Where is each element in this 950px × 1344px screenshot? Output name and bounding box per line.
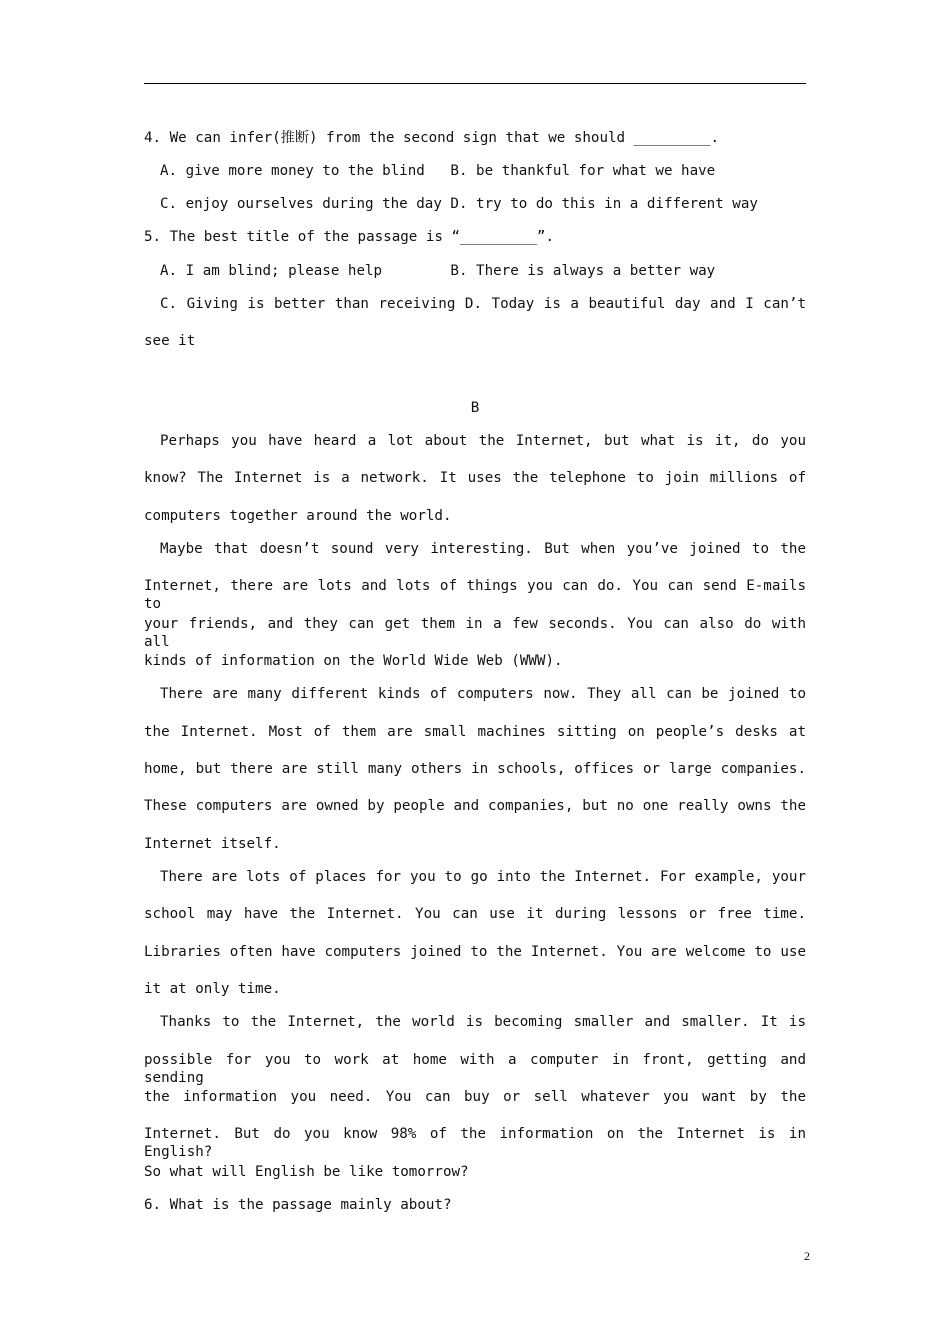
passage-line: your friends, and they can get them in a few seconds. You can also do with all [144, 616, 806, 650]
passage-line: Internet, there are lots and lots of things you can do. You can send E-mails to [144, 578, 806, 612]
passage-line: Internet itself. [144, 836, 281, 852]
page-number: 2 [804, 1249, 810, 1263]
passage-line: These computers are owned by people and companies, but no one really owns the [144, 798, 806, 814]
passage-line: the Internet. Most of them are small machines sitting on people’s desks at [144, 724, 806, 740]
question-5-options-row2: C. Giving is better than receiving D. Today is a beautiful day and I can’t [160, 296, 806, 312]
passage-line: There are many different kinds of computers now. They all can be joined to [160, 686, 806, 702]
section-b-heading: B [470, 400, 480, 416]
question-4-options-row1: A. give more money to the blind B. be thankful for what we have [160, 163, 716, 179]
question-4-options-row2: C. enjoy ourselves during the day D. try to do this in a different way [160, 196, 758, 212]
passage-line: home, but there are still many others in schools, offices or large companies. [144, 761, 806, 777]
passage-line: There are lots of places for you to go into the Internet. For example, your [160, 869, 806, 885]
question-6-stem: 6. What is the passage mainly about? [144, 1197, 452, 1213]
passage-line: Thanks to the Internet, the world is becoming smaller and smaller. It is [160, 1014, 806, 1030]
question-5-options-row1: A. I am blind; please help B. There is always a better way [160, 263, 716, 279]
passage-line: Perhaps you have heard a lot about the Internet, but what is it, do you [160, 433, 806, 449]
passage-line: the information you need. You can buy or sell whatever you want by the [144, 1089, 806, 1105]
passage-line: So what will English be like tomorrow? [144, 1164, 469, 1180]
passage-line: know? The Internet is a network. It uses the telephone to join millions of [144, 470, 806, 486]
passage-line: Libraries often have computers joined to the Internet. You are welcome to use [144, 944, 806, 960]
passage-line: Internet. But do you know 98% of the information on the Internet is in English? [144, 1126, 806, 1160]
passage-line: kinds of information on the World Wide Web (WWW). [144, 653, 563, 669]
passage-line: Maybe that doesn’t sound very interesting. But when you’ve joined to the [160, 541, 806, 557]
passage-line: it at only time. [144, 981, 281, 997]
header-rule [144, 83, 806, 84]
question-5-stem: 5. The best title of the passage is “_________”. [144, 229, 554, 245]
passage-line: possible for you to work at home with a computer in front, getting and sending [144, 1052, 806, 1086]
question-5-options-row3: see it [144, 333, 196, 349]
passage-line: computers together around the world. [144, 508, 452, 524]
passage-line: school may have the Internet. You can use it during lessons or free time. [144, 906, 806, 922]
question-4-stem: 4. We can infer(推断) from the second sign that we should _________. [144, 130, 720, 146]
